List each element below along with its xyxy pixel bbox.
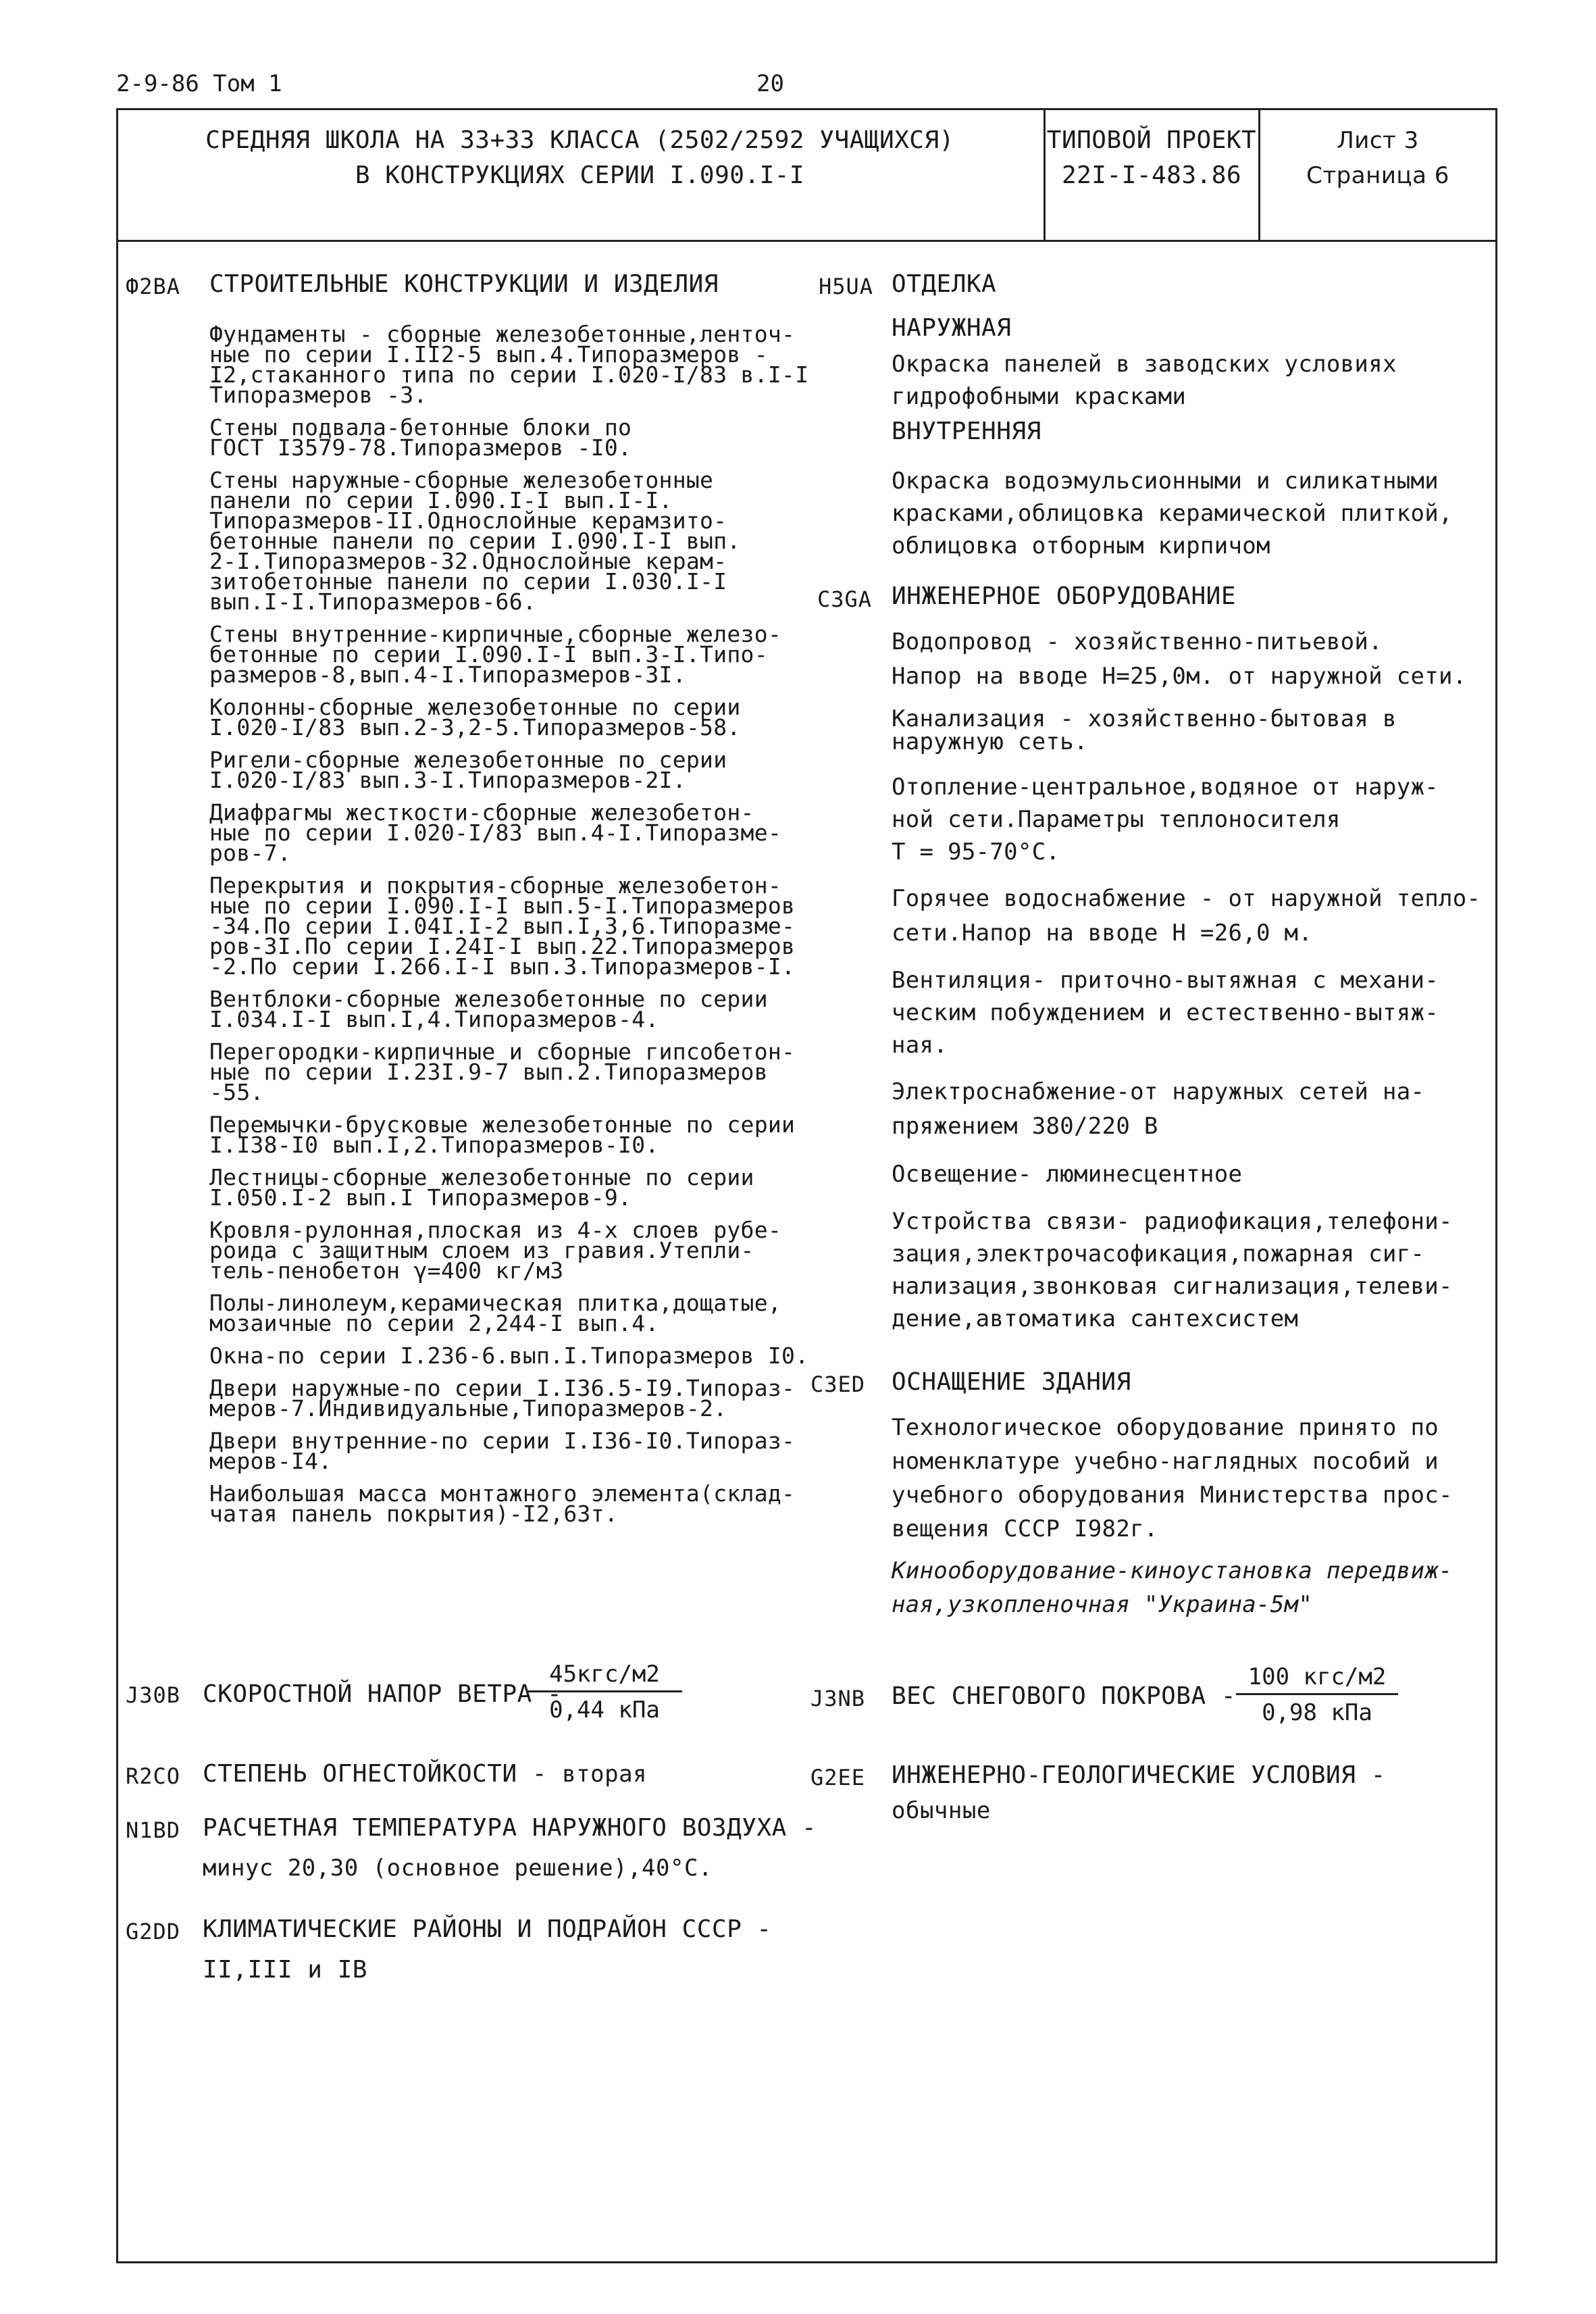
construction-list	[209, 321, 831, 1536]
construction-item-partitions: Перегородки-кирпичные и сборные гипсобетон- ные по серии I.23I.9-7 вып.2.Типоразмеров -55.	[209, 1038, 796, 1105]
stamp-divider-1	[1044, 108, 1046, 241]
construction-item-windows: Окна-по серии I.236-6.вып.I.Типоразмеров I0.	[209, 1342, 809, 1369]
engineering-item-lighting: Освещение- люминесцентное	[892, 1161, 1243, 1188]
stamp-project-label: ТИПОВОЙ ПРОЕКТ	[1046, 126, 1257, 154]
code-climate: G2DD	[126, 1919, 181, 1944]
stamp-title-line2: В КОНСТРУКЦИЯХ СЕРИИ I.090.I-I	[355, 161, 805, 189]
document-reference: 2-9-86 Том 1	[116, 70, 282, 97]
section-title-finish: ОТДЕЛКА	[892, 270, 997, 298]
section-title-construction: СТРОИТЕЛЬНЫЕ КОНСТРУКЦИИ И ИЗДЕЛИЯ	[209, 270, 719, 298]
construction-item-basement-walls: Стены подвала-бетонные блоки по ГОСТ I3579-78.Типоразмеров -I0.	[209, 414, 632, 461]
construction-item-inner-doors: Двери внутренние-по серии I.I36-I0.Типораз- меров-I4.	[209, 1428, 796, 1474]
wind-value-kpa: 0,44 кПа	[549, 1696, 660, 1724]
stamp-sheet-number: Лист 3	[1337, 127, 1419, 154]
engineering-item-heating: Отопление-центральное,водяное от наруж- ной сети.Параметры теплоносителя Т = 95-70°С.	[892, 774, 1439, 865]
climate-title: КЛИМАТИЧЕСКИЕ РАЙОНЫ И ПОДРАЙОН СССР -	[203, 1915, 772, 1943]
code-engineering: С3GА	[817, 586, 873, 612]
construction-item-outer-doors: Двери наружные-по серии I.I36.5-I9.Типораз- меров-7.Индивидуальные,Типоразмеров-2.	[209, 1375, 796, 1422]
construction-item-roofing: Кровля-рулонная,плоская из 4-х слоев рубе- роида с защитным слоем из гравия.Утепли- тель-пенобетон γ=400 кг/м3	[209, 1217, 782, 1284]
wind-value	[527, 1661, 682, 1724]
page-number: 20	[756, 70, 784, 97]
wind-value-kgs: 45кгс/м2	[527, 1661, 682, 1692]
code-snow: J3NВ	[810, 1686, 866, 1711]
temperature-title: РАСЧЕТНАЯ ТЕМПЕРАТУРА НАРУЖНОГО ВОЗДУХА -	[203, 1814, 817, 1842]
finish-outer-text: Окраска панелей в заводских условиях гидрофобными красками	[892, 351, 1397, 410]
stamp-project-number: 22I-I-483.86	[1061, 161, 1242, 189]
construction-item-stairs: Лестницы-сборные железобетонные по серии I.050.I-2 вып.I Типоразмеров-9.	[209, 1164, 754, 1211]
snow-value	[1236, 1663, 1398, 1726]
engineering-item-power: Электроснабжение-от наружных сетей на- пряжением 380/220 В	[892, 1078, 1425, 1140]
code-equipment: С3ЕD	[810, 1372, 866, 1397]
engineering-item-communications: Устройства связи- радиофикация,телефони- зация,электрочасофикация,пожарная сиг- нализация,звонковая сигнализация,телеви- дение,автоматика сантехсистем	[892, 1208, 1453, 1332]
engineering-item-hot-water: Горячее водоснабжение - от наружной тепло- сети.Напор на вводе Н =26,0 м.	[892, 885, 1481, 947]
engineering-item-water: Водопровод - хозяйственно-питьевой. Напор на вводе Н=25,0м. от наружной сети.	[892, 628, 1467, 690]
equipment-text: Технологическое оборудование принято по номенклатуре учебно-наглядных пособий и учебного оборудования Министерства прос- вещения СССР I982г.	[892, 1414, 1453, 1542]
temperature-value: минус 20,30 (основное решение),40°С.	[203, 1855, 713, 1882]
section-title-equipment: ОСНАЩЕНИЕ ЗДАНИЯ	[892, 1368, 1131, 1396]
construction-item-floor-finishes: Полы-линолеум,керамическая плитка,дощатые, мозаичные по серии 2,244-I вып.4.	[209, 1290, 782, 1336]
stamp-title	[119, 123, 1041, 193]
code-geology: G2ЕЕ	[810, 1765, 866, 1790]
snow-value-kpa: 0,98 кПа	[1262, 1699, 1372, 1726]
finish-outer-label: НАРУЖНАЯ	[892, 314, 1012, 342]
stamp-project	[1046, 123, 1257, 193]
climate-value: II,III и IВ	[203, 1956, 367, 1984]
snow-value-kgs: 100 кгс/м2	[1236, 1663, 1398, 1695]
code-wind: J30В	[126, 1682, 181, 1708]
engineering-list	[892, 625, 1486, 1335]
construction-item-vent-blocks: Вентблоки-сборные железобетонные по серии I.034.I-I вып.I,4.Типоразмеров-4.	[209, 986, 768, 1032]
code-temperature: N1ВD	[126, 1817, 181, 1843]
construction-item-foundations: Фундаменты - сборные железобетонные,ленточ- ные по серии I.II2-5 вып.4.Типоразмеров - I2,стаканного типа по серии I.020-I/83 в.I-I Типоразмеров -3.	[209, 321, 809, 408]
cinema-equipment-text: Кинооборудование-киноустановка передвиж- ная,узкопленочная "Украина-5м"	[892, 1557, 1453, 1618]
engineering-item-sewer: Канализация - хозяйственно-бытовая в наружную сеть.	[892, 705, 1397, 755]
construction-item-girders: Ригели-сборные железобетонные по серии I.020-I/83 вып.3-I.Типоразмеров-2I.	[209, 747, 727, 793]
fire-value: вторая	[562, 1761, 648, 1788]
stamp-page-number: Страница 6	[1306, 162, 1449, 189]
code-construction: Ф2ВА	[126, 274, 181, 299]
engineering-item-ventilation: Вентиляция- приточно-вытяжная с механи- ческим побуждением и естественно-вытяж- ная.	[892, 967, 1439, 1059]
geology-value: обычные	[892, 1797, 991, 1824]
code-finish: Н5UА	[819, 274, 874, 299]
finish-inner-label: ВНУТРЕННЯЯ	[892, 418, 1041, 445]
fire-title	[203, 1760, 647, 1788]
snow-title: ВЕС СНЕГОВОГО ПОКРОВА -	[892, 1682, 1236, 1710]
construction-item-lintels: Перемычки-брусковые железобетонные по серии I.I38-I0 вып.I,2.Типоразмеров-I0.	[209, 1111, 796, 1158]
construction-item-max-mass: Наибольшая масса монтажного элемента(склад- чатая панель покрытия)-I2,63т.	[209, 1480, 796, 1527]
stamp-title-line1: СРЕДНЯЯ ШКОЛА НА 33+33 КЛАССА (2502/2592 УЧАЩИХСЯ)	[205, 126, 954, 154]
section-title-engineering: ИНЖЕНЕРНОЕ ОБОРУДОВАНИЕ	[892, 582, 1236, 610]
construction-item-outer-walls: Стены наружные-сборные железобетонные панели по серии I.090.I-I вып.I-I. Типоразмеров-II.Однослойные керамзито- бетонные панели по серии I.090.I-I вып. 2-I.Типоразмеров-32.Однослойные керам- зитобетонные панели по серии I.030.I-I вып.I-I.Типоразмеров-66.	[209, 467, 741, 615]
stamp-divider-2	[1258, 108, 1260, 241]
fire-title-label: СТЕПЕНЬ ОГНЕСТОЙКОСТИ -	[203, 1760, 547, 1788]
finish-inner-text: Окраска водоэмульсионными и силикатными красками,облицовка керамической плиткой, облицовка отборным кирпичом	[892, 468, 1453, 559]
stamp-sheet	[1261, 123, 1495, 193]
construction-item-floors: Перекрытия и покрытия-сборные железобетон- ные по серии I.090.I-I вып.5-I.Типоразмеров -34.По серии I.04I.I-2 вып.I,3,6.Типоразме- ров-3I.По серии I.24I-I вып.22.Типоразмеров -2.По серии I.266.I-I вып.3.Типоразмеров-I.	[209, 872, 796, 980]
construction-item-columns: Колонны-сборные железобетонные по серии I.020-I/83 вып.2-3,2-5.Типоразмеров-58.	[209, 694, 741, 740]
geology-title: ИНЖЕНЕРНО-ГЕОЛОГИЧЕСКИЕ УСЛОВИЯ -	[892, 1761, 1386, 1789]
wind-title: СКОРОСТНОЙ НАПОР ВЕТРА -	[203, 1680, 563, 1708]
code-fire: R2СО	[126, 1763, 181, 1789]
construction-item-inner-walls: Стены внутренние-кирпичные,сборные железо- бетонные по серии I.090.I-I вып.3-I.Типо- размеров-8,вып.4-I.Типоразмеров-3I.	[209, 621, 782, 688]
stamp-bottom-line	[116, 240, 1497, 242]
construction-item-diaphragms: Диафрагмы жесткости-сборные железобетон- ные по серии I.020-I/83 вып.4-I.Типоразме- ров-7.	[209, 799, 782, 866]
